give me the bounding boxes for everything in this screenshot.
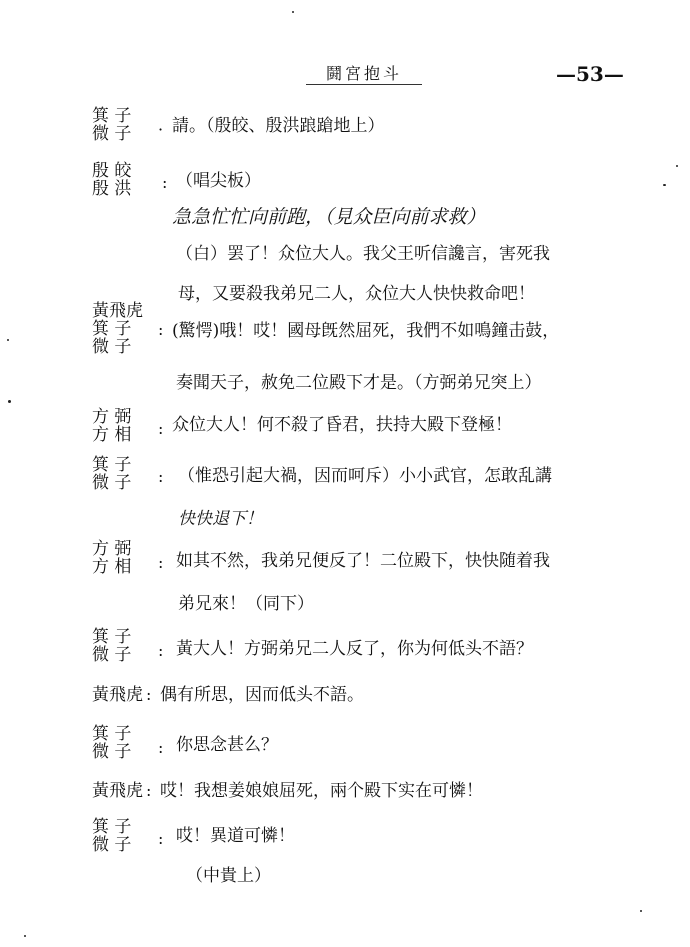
dialogue-text: 母，又要殺我弟兄二人，众位大人快快救命吧！ [178, 284, 535, 304]
speaker-colon: : [146, 781, 152, 800]
dialogue-entry [0, 408, 690, 452]
scan-speck [8, 400, 11, 403]
speaker-colon: : [158, 553, 164, 572]
dialogue-entry [0, 162, 690, 206]
dialogue-text: 你思念甚么？ [176, 735, 278, 755]
dialogue-text: 哎！我想姜娘娘屈死，兩个殿下实在可憐！ [160, 781, 483, 801]
dialogue-text: 偶有所思，因而低头不語。 [160, 685, 364, 705]
speaker-block [92, 408, 154, 444]
dialogue-text: 哎！異道可憐！ [176, 826, 295, 846]
speaker-colon: : [158, 641, 164, 660]
speaker-block [92, 725, 154, 761]
speaker-block [92, 782, 154, 800]
speaker-name: 殷 皎 [92, 161, 132, 181]
speaker-name: 微 子 [92, 645, 132, 665]
speaker-name: 微 子 [92, 124, 132, 144]
dialogue-entry [0, 302, 690, 360]
speaker-colon: : [158, 829, 164, 848]
scan-speck [24, 935, 26, 937]
dialogue-text: 請。（殷皎、殷洪踉蹌地上） [172, 116, 385, 136]
continuation-line [0, 369, 690, 399]
speaker-colon: : [158, 467, 164, 486]
dialogue-text: 如其不然，我弟兄便反了！二位殿下，快快随着我 [176, 551, 550, 571]
speaker-name: 箕 子 [92, 319, 132, 339]
speaker-colon: : [158, 419, 164, 438]
dialogue-text: 奏聞天子，赦免二位殿下才是。（方弼弟兄突上） [176, 373, 542, 393]
dialogue-text: 快快退下！ [178, 509, 263, 529]
scan-speck [663, 184, 666, 186]
stage-direction-line [0, 862, 690, 892]
speaker-name: 箕 子 [92, 455, 132, 475]
dialogue-entry [0, 776, 690, 808]
speaker-name: 箕 子 [92, 817, 132, 837]
dialogue-entry [0, 540, 690, 584]
dialogue-entry [0, 680, 690, 712]
speaker-name: 箕 子 [92, 627, 132, 647]
stage-direction: （中貴上） [186, 866, 271, 886]
speaker-name: 黃飛虎 [92, 301, 143, 321]
dialogue-text: （白）罢了！众位大人。我父王听信讒言，害死我 [176, 244, 550, 264]
speaker-colon: : [158, 320, 164, 339]
sung-line [0, 203, 690, 233]
speaker-name: 微 子 [92, 742, 132, 762]
dialogue-text: 众位大人！何不殺了昏君，扶持大殿下登極！ [172, 415, 512, 435]
speaker-block [92, 302, 154, 356]
page-number: —53— [556, 62, 624, 86]
speaker-colon: : [162, 173, 168, 192]
speaker-name: 微 子 [92, 337, 132, 357]
dialogue-entry [0, 725, 690, 769]
continuation-line [0, 240, 690, 270]
speaker-block [92, 107, 154, 143]
speaker-name: 微 子 [92, 473, 132, 493]
dialogue-text: 弟兄來！（同下） [178, 594, 314, 614]
speaker-name: 方 相 [92, 557, 132, 577]
speaker-block [92, 628, 154, 664]
scan-speck [292, 11, 294, 13]
dialogue-entry [0, 628, 690, 672]
speaker-name: 方 相 [92, 425, 132, 445]
speaker-name: 黃飛虎 [92, 685, 143, 705]
speaker-name: 黃飛虎 [92, 781, 143, 801]
speaker-name: 箕 子 [92, 106, 132, 126]
dialogue-entry [0, 105, 690, 149]
speaker-block [92, 818, 154, 854]
dialogue-text: (驚愕)哦！哎！國母旣然屈死，我們不如鳴鐘击鼓， [172, 321, 560, 341]
speaker-name: 微 子 [92, 835, 132, 855]
speaker-block [92, 456, 154, 492]
speaker-colon: · [158, 120, 164, 139]
dialogue-entry [0, 456, 690, 500]
dialogue-entry [0, 818, 690, 862]
running-header-title: 鬪宮抱斗 [306, 64, 422, 85]
dialogue-text: 急急忙忙向前跑，（見众臣向前求救） [172, 206, 486, 228]
dialogue-text: （惟恐引起大禍，因而呵斥）小小武官，怎敢乱講 [178, 466, 552, 486]
speaker-name: 方 弼 [92, 407, 132, 427]
dialogue-text: 黃大人！方弼弟兄二人反了，你为何低头不語？ [176, 639, 533, 659]
speaker-colon: : [146, 685, 152, 704]
speaker-colon: : [158, 738, 164, 757]
speaker-block [92, 540, 154, 576]
scan-speck [640, 910, 642, 912]
scan-speck [7, 339, 9, 341]
continuation-line [0, 590, 690, 620]
speaker-name: 箕 子 [92, 724, 132, 744]
speaker-name: 殷 洪 [92, 179, 132, 199]
speaker-block [92, 162, 154, 198]
scan-speck [676, 165, 678, 167]
stage-direction: （唱尖板） [176, 171, 261, 191]
speaker-name: 方 弼 [92, 539, 132, 559]
continuation-line [0, 505, 690, 535]
speaker-block [92, 686, 154, 704]
